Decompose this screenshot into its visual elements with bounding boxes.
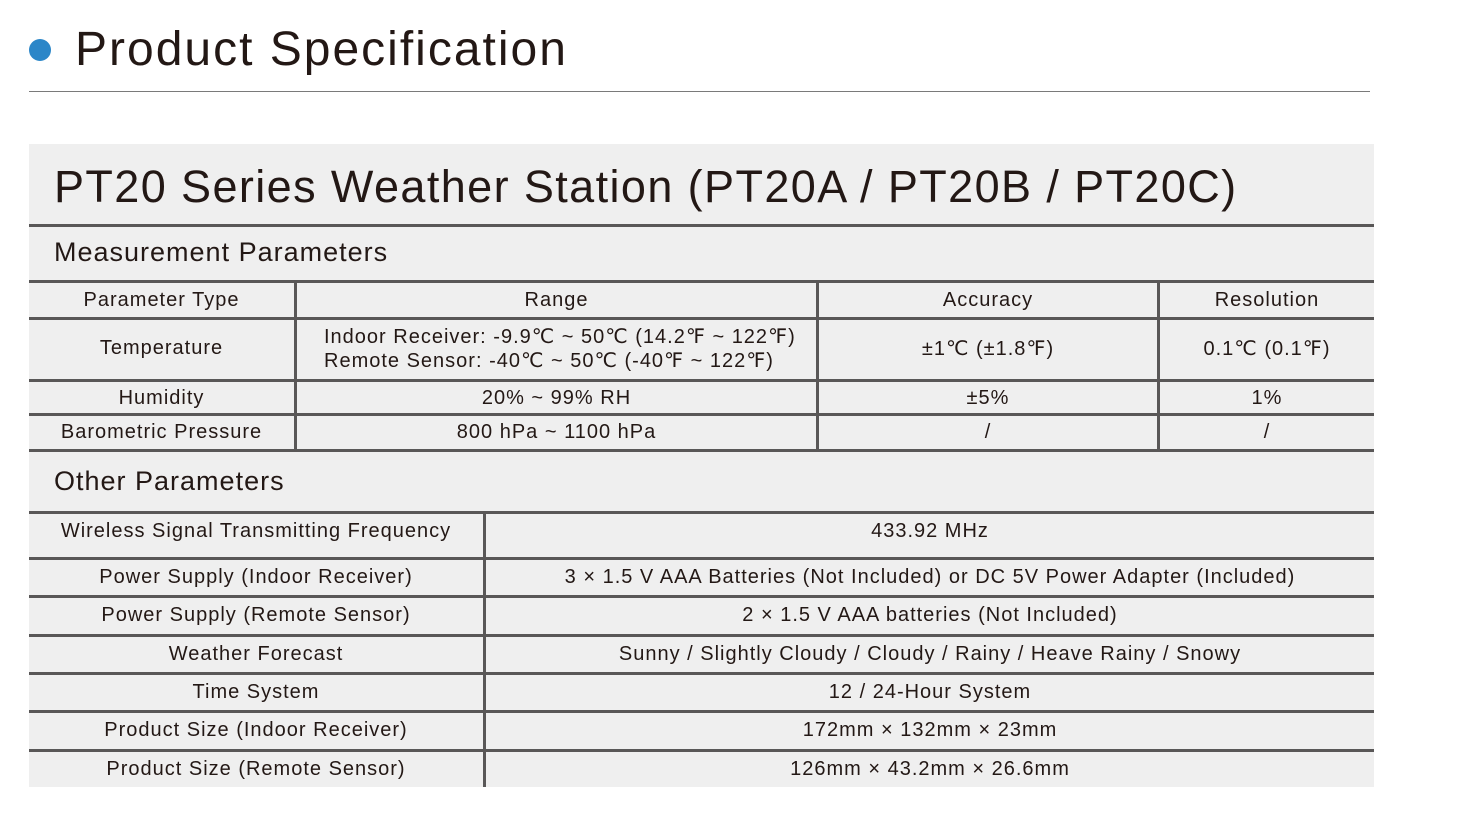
row-type-humidity: Humidity: [118, 386, 205, 409]
row-range-temperature: [324, 320, 816, 377]
other-row-value: 2 × 1.5 V AAA batteries (Not Included): [742, 604, 1118, 626]
column-divider: [816, 280, 819, 452]
divider: [29, 449, 1374, 452]
header-resolution: Resolution: [1214, 288, 1320, 311]
column-divider: [1157, 280, 1160, 452]
row-type-temperature: Temperature: [99, 337, 224, 359]
row-resolution-pressure: /: [1263, 421, 1271, 443]
header-parameter-type: Parameter Type: [83, 288, 240, 311]
bullet-dot-icon: [29, 39, 51, 61]
header-accuracy: Accuracy: [942, 288, 1034, 311]
other-row-value: 3 × 1.5 V AAA Batteries (Not Included) or DC 5V Power Adapter (Included): [564, 566, 1296, 588]
other-row-value: 126mm × 43.2mm × 26.6mm: [790, 758, 1070, 780]
row-accuracy-temperature: ±1℃ (±1.8℉): [921, 338, 1055, 360]
other-row-name: Product Size (Indoor Receiver): [104, 719, 408, 741]
other-row-name: Power Supply (Indoor Receiver): [99, 566, 413, 588]
other-row-name: Wireless Signal Transmitting Frequency: [60, 520, 452, 542]
spec-table: [29, 144, 1374, 787]
other-row-name: Product Size (Remote Sensor): [106, 758, 406, 780]
column-divider: [294, 280, 297, 452]
measurement-section-label: Measurement Parameters: [54, 237, 389, 267]
range-line-indoor: Indoor Receiver: -9.9℃ ~ 50℃ (14.2℉ ~ 122℉): [324, 325, 796, 348]
other-row-name: Time System: [192, 681, 320, 703]
row-resolution-humidity: 1%: [1251, 386, 1283, 409]
page-header: [29, 18, 1370, 92]
other-row-value: 433.92 MHz: [871, 520, 989, 542]
row-type-pressure: Barometric Pressure: [60, 421, 263, 443]
row-accuracy-humidity: ±5%: [966, 386, 1010, 409]
divider: [29, 224, 1374, 227]
range-line-remote: Remote Sensor: -40℃ ~ 50℃ (-40℉ ~ 122℉): [324, 349, 774, 372]
other-row-name: Weather Forecast: [168, 643, 344, 665]
other-row-value: Sunny / Slightly Cloudy / Cloudy / Rainy / Heave Rainy / Snowy: [618, 643, 1242, 665]
column-divider: [483, 511, 486, 787]
other-row-name: Power Supply (Remote Sensor): [101, 604, 411, 626]
row-range-humidity: 20% ~ 99% RH: [481, 386, 632, 409]
header-divider: [29, 91, 1370, 92]
spec-title: PT20 Series Weather Station (PT20A / PT20B / PT20C): [54, 161, 1238, 212]
other-row-value: 172mm × 132mm × 23mm: [802, 719, 1058, 741]
row-range-pressure: 800 hPa ~ 1100 hPa: [456, 421, 657, 443]
row-accuracy-pressure: /: [984, 421, 992, 443]
row-resolution-temperature: 0.1℃ (0.1℉): [1203, 338, 1331, 360]
header-range: Range: [524, 288, 589, 311]
page-title: Product Specification: [75, 23, 568, 76]
other-row-value: 12 / 24-Hour System: [828, 681, 1032, 703]
other-section-label: Other Parameters: [54, 466, 285, 496]
